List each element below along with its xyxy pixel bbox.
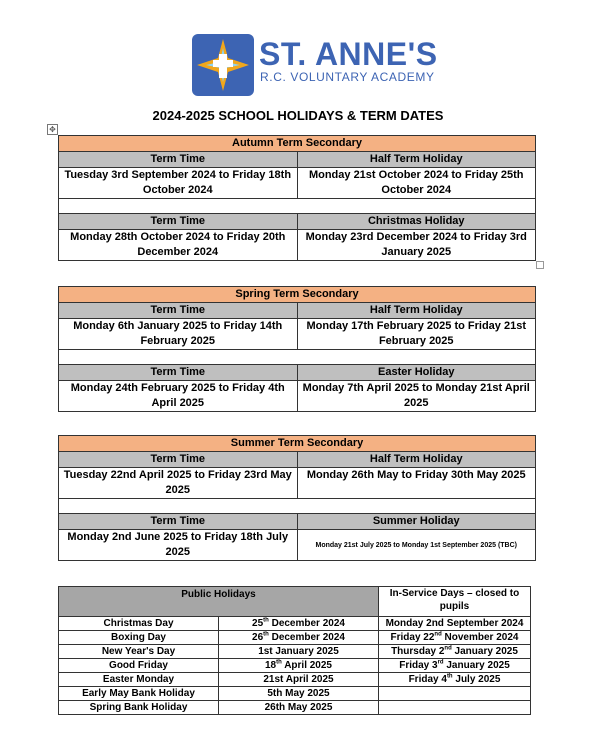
holiday-name: Good Friday xyxy=(59,659,219,673)
school-name: ST. ANNE'S xyxy=(259,36,438,72)
holiday-name: Christmas Day xyxy=(59,617,219,631)
inservice-date-suffix: nd xyxy=(444,645,452,652)
spring-half-term-dates: Monday 17th February 2025 to Friday 21st February 2025 xyxy=(297,319,536,350)
holiday-date-text: 26th May 2025 xyxy=(264,702,333,713)
holiday-date-rest: December 2024 xyxy=(268,632,345,643)
easter-holiday-header: Easter Holiday xyxy=(297,365,536,381)
table-move-handle-icon[interactable]: ✥ xyxy=(47,124,58,135)
holiday-name: Easter Monday xyxy=(59,673,219,687)
spring-term-table xyxy=(58,286,536,412)
holiday-date-text: 5th May 2025 xyxy=(267,688,330,699)
spring-term-heading: Spring Term Secondary xyxy=(59,287,536,303)
summer-term-heading: Summer Term Secondary xyxy=(59,436,536,452)
holiday-date xyxy=(219,645,379,659)
inservice-date xyxy=(379,617,531,631)
table-spacer-row xyxy=(59,499,536,514)
holiday-date-text: 25 xyxy=(252,618,264,629)
holiday-date-suffix: th xyxy=(263,617,269,624)
christmas-holiday-header: Christmas Holiday xyxy=(297,214,536,230)
spring-term-time-header-2: Term Time xyxy=(59,365,298,381)
summer-holiday-dates: Monday 21st July 2025 to Monday 1st September 2025 (TBC) xyxy=(297,530,536,561)
summer-half-term-dates: Monday 26th May to Friday 30th May 2025 xyxy=(297,468,536,499)
holiday-date xyxy=(219,701,379,715)
public-holidays-table xyxy=(58,586,531,715)
autumn-term-time-header-2: Term Time xyxy=(59,214,298,230)
inservice-date xyxy=(379,645,531,659)
autumn-half-term-dates: Monday 21st October 2024 to Friday 25th October 2024 xyxy=(297,168,536,199)
autumn-half-term-header: Half Term Holiday xyxy=(297,152,536,168)
inservice-date-rest: November 2024 xyxy=(441,632,519,643)
holiday-date xyxy=(219,631,379,645)
inservice-date-suffix: nd xyxy=(434,631,442,638)
summer-half-term-header: Half Term Holiday xyxy=(297,452,536,468)
holiday-date xyxy=(219,617,379,631)
inservice-date-text: Thursday 2 xyxy=(391,646,445,657)
star-cross-logo-icon xyxy=(192,34,254,96)
inservice-date xyxy=(379,631,531,645)
table-row xyxy=(59,617,531,631)
holiday-date-text: 1st January 2025 xyxy=(258,646,339,657)
holiday-name: Early May Bank Holiday xyxy=(59,687,219,701)
public-holidays-heading: Public Holidays xyxy=(59,587,379,617)
inservice-date-text: Friday 3 xyxy=(399,660,438,671)
table-row xyxy=(59,645,531,659)
table-spacer-row xyxy=(59,350,536,365)
holiday-name: Boxing Day xyxy=(59,631,219,645)
summer-term-time-dates-2: Monday 2nd June 2025 to Friday 18th July 2025 xyxy=(59,530,298,561)
christmas-holiday-dates: Monday 23rd December 2024 to Friday 3rd January 2025 xyxy=(297,230,536,261)
public-holidays-body xyxy=(59,617,531,715)
holiday-date xyxy=(219,687,379,701)
inservice-date-text: Friday 4 xyxy=(408,674,447,685)
holiday-date-text: 18 xyxy=(264,660,277,671)
spring-term-time-dates-2: Monday 24th February 2025 to Friday 4th April 2025 xyxy=(59,381,298,412)
inservice-date-suffix: rd xyxy=(437,659,444,666)
autumn-term-heading: Autumn Term Secondary xyxy=(59,136,536,152)
table-row xyxy=(59,659,531,673)
holiday-name: New Year's Day xyxy=(59,645,219,659)
holiday-name: Spring Bank Holiday xyxy=(59,701,219,715)
inservice-date xyxy=(379,687,531,701)
holiday-date xyxy=(219,659,379,673)
table-row xyxy=(59,631,531,645)
holiday-date-rest: April 2025 xyxy=(281,660,332,671)
holiday-date-text: 26 xyxy=(252,632,264,643)
spring-term-time-dates: Monday 6th January 2025 to Friday 14th February 2025 xyxy=(59,319,298,350)
holiday-date-suffix: th xyxy=(263,631,269,638)
summer-holiday-header: Summer Holiday xyxy=(297,514,536,530)
inservice-date-suffix: th xyxy=(446,673,453,680)
summer-term-table xyxy=(58,435,536,561)
summer-term-time-dates: Tuesday 22nd April 2025 to Friday 23rd May 2025 xyxy=(59,468,298,499)
table-row xyxy=(59,701,531,715)
inservice-date-text: Monday 2nd September 2024 xyxy=(385,618,524,629)
autumn-term-table xyxy=(58,135,536,261)
summer-term-time-header-2: Term Time xyxy=(59,514,298,530)
table-row xyxy=(59,673,531,687)
inservice-date xyxy=(379,701,531,715)
table-row xyxy=(59,687,531,701)
spring-half-term-header: Half Term Holiday xyxy=(297,303,536,319)
inservice-date-rest: January 2025 xyxy=(443,660,510,671)
autumn-term-time-header: Term Time xyxy=(59,152,298,168)
holiday-date-text: 21st April 2025 xyxy=(263,674,334,685)
inservice-date-text: Friday 22 xyxy=(390,632,435,643)
school-subtitle: R.C. VOLUNTARY ACADEMY xyxy=(260,70,435,84)
table-resize-handle[interactable] xyxy=(536,261,544,269)
inservice-date-rest: July 2025 xyxy=(452,674,501,685)
table-spacer-row xyxy=(59,199,536,214)
holiday-date-suffix: th xyxy=(276,659,282,666)
inservice-days-heading: In-Service Days – closed to pupils xyxy=(379,587,531,617)
inservice-date xyxy=(379,659,531,673)
summer-term-time-header: Term Time xyxy=(59,452,298,468)
holiday-date-rest: December 2024 xyxy=(268,618,345,629)
autumn-term-time-dates: Tuesday 3rd September 2024 to Friday 18th October 2024 xyxy=(59,168,298,199)
inservice-date-rest: January 2025 xyxy=(451,646,518,657)
autumn-term-time-dates-2: Monday 28th October 2024 to Friday 20th December 2024 xyxy=(59,230,298,261)
easter-holiday-dates: Monday 7th April 2025 to Monday 21st April 2025 xyxy=(297,381,536,412)
page-title: 2024-2025 SCHOOL HOLIDAYS & TERM DATES xyxy=(152,108,444,123)
inservice-date xyxy=(379,673,531,687)
spring-term-time-header: Term Time xyxy=(59,303,298,319)
holiday-date xyxy=(219,673,379,687)
